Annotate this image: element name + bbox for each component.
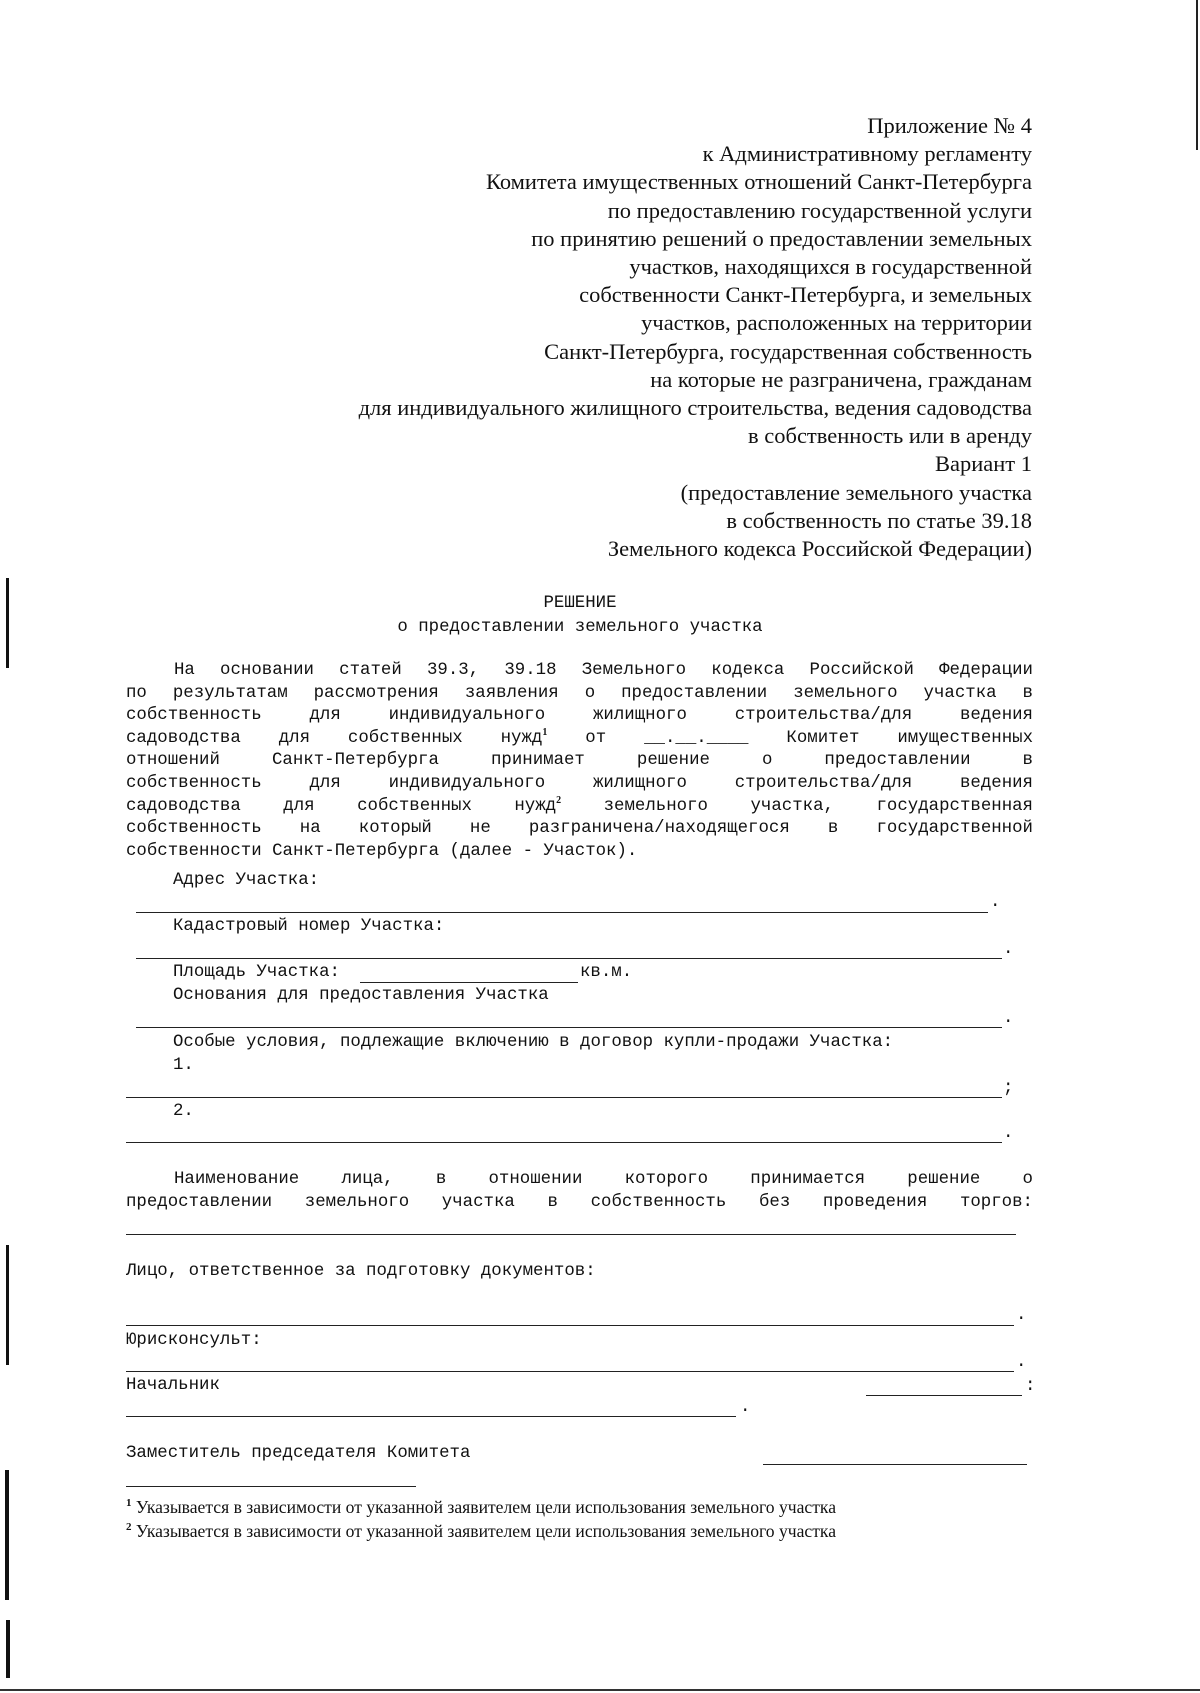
legal-adviser-line[interactable] xyxy=(126,1371,1014,1372)
responsible-line[interactable] xyxy=(126,1325,1014,1326)
grounds-line[interactable] xyxy=(136,1027,1002,1028)
paragraph-line: собственность для индивидуального жилищного строительства/для ведения xyxy=(126,706,1033,726)
paragraph-line: На основании статей 39.3, 39.18 Земельного кодекса Российской Федерации xyxy=(174,661,1033,680)
footnote xyxy=(126,1521,836,1542)
address-label: Адрес Участка: xyxy=(173,871,320,890)
condition-number: 2. xyxy=(173,1102,194,1121)
deputy-signature-line[interactable] xyxy=(763,1464,1027,1465)
person-label-line: Наименование лица, в отношении которого принимается решение о xyxy=(174,1170,1033,1189)
appendix-header xyxy=(359,112,1032,563)
responsible-label: Лицо, ответственное за подготовку документов: xyxy=(126,1262,596,1281)
paragraph-line: отношений Санкт-Петербурга принимает решение о предоставлении в xyxy=(126,751,1033,771)
appendix-line: в собственность по статье 39.18 xyxy=(726,507,1032,533)
person-label xyxy=(126,1170,1033,1189)
line-end-period: . xyxy=(1003,1009,1014,1028)
line-end-period: . xyxy=(1016,1306,1027,1325)
line-end-period: . xyxy=(1003,1124,1014,1143)
appendix-line: по принятию решений о предоставлении земельных xyxy=(531,225,1032,251)
appendix-line: собственности Санкт-Петербурга, и земельных xyxy=(579,282,1032,308)
date-blank: __.__.____ xyxy=(644,728,749,748)
footnote-ref: 2 xyxy=(556,794,562,806)
condition-1-line[interactable] xyxy=(126,1097,1002,1098)
footnote-number: 1 xyxy=(126,1497,132,1510)
appendix-line: участков, находящихся в государственной xyxy=(629,254,1032,280)
paragraph-line xyxy=(126,796,1033,819)
paragraph-text: Комитет имущественных xyxy=(786,728,1034,748)
paragraph-text: от xyxy=(585,728,607,748)
chief-signature-line[interactable] xyxy=(866,1395,1022,1396)
scan-bottom-edge xyxy=(0,1689,1200,1691)
condition-2-line[interactable] xyxy=(126,1142,1002,1143)
appendix-line: Вариант 1 xyxy=(934,451,1032,477)
grounds-label: Основания для предоставления Участка xyxy=(173,986,549,1005)
line-end-period: . xyxy=(990,893,1001,912)
line-end-period: . xyxy=(740,1398,751,1417)
paragraph-text: земельного участка, государственная xyxy=(603,796,1033,816)
person-label xyxy=(126,1193,1033,1212)
line-end-semicolon: ; xyxy=(1003,1079,1014,1098)
chief-label: Начальник xyxy=(126,1376,220,1395)
condition-number: 1. xyxy=(173,1056,194,1075)
appendix-line: по предоставлению государственной услуги xyxy=(607,197,1032,223)
paragraph-line xyxy=(126,728,1033,751)
line-end-period: . xyxy=(1016,1353,1027,1372)
appendix-line: к Административному регламенту xyxy=(702,141,1032,167)
conditions-label: Особые условия, подлежащие включению в договор купли-продажи Участка: xyxy=(173,1033,894,1052)
document-subtitle: о предоставлении земельного участка xyxy=(397,618,763,637)
scan-margin-mark xyxy=(6,1620,10,1678)
address-line[interactable] xyxy=(136,912,988,913)
footnote-text: Указывается в зависимости от указанной заявителем цели использования земельного участка xyxy=(135,1497,837,1517)
paragraph-line: собственность для индивидуального жилищного строительства/для ведения xyxy=(126,773,1033,793)
appendix-line: для индивидуального жилищного строительства, ведения садоводства xyxy=(358,395,1032,421)
line-end-colon: : xyxy=(1025,1377,1036,1396)
appendix-line: (предоставление земельного участка xyxy=(680,479,1032,505)
cadastral-label: Кадастровый номер Участка: xyxy=(173,917,445,936)
area-unit: кв.м. xyxy=(580,963,633,982)
person-label-line: предоставлении земельного участка в собственность без проведения торгов: xyxy=(126,1193,1033,1212)
area-input-line[interactable] xyxy=(360,982,578,983)
decision-paragraph xyxy=(126,660,1033,863)
paragraph-line: собственность на который не разграничена/находящегося в государственной xyxy=(126,819,1033,839)
scan-margin-mark xyxy=(5,1470,9,1600)
paragraph-text: садоводства для собственных нужд xyxy=(126,728,543,748)
appendix-line: на которые не разграничена, гражданам xyxy=(650,366,1032,392)
person-line[interactable] xyxy=(126,1234,1016,1235)
appendix-line: Земельного кодекса Российской Федерации) xyxy=(607,536,1032,562)
area-label: Площадь Участка: xyxy=(173,963,340,982)
footnote xyxy=(126,1497,836,1518)
footnote-separator xyxy=(126,1486,416,1487)
chief-name-line[interactable] xyxy=(126,1416,736,1417)
line-end-period: . xyxy=(1003,940,1014,959)
scan-edge-line xyxy=(1196,0,1198,150)
appendix-line: в собственность или в аренду xyxy=(748,423,1032,449)
paragraph-text: садоводства для собственных нужд xyxy=(126,796,557,816)
legal-adviser-label: Юрисконсульт: xyxy=(126,1331,262,1350)
appendix-line: Комитета имущественных отношений Санкт-Петербурга xyxy=(485,169,1032,195)
appendix-line: Санкт-Петербурга, государственная собственность xyxy=(544,338,1032,364)
appendix-line: участков, расположенных на территории xyxy=(641,310,1032,336)
cadastral-line[interactable] xyxy=(136,958,1002,959)
paragraph-line: по результатам рассмотрения заявления о предоставлении земельного участка в xyxy=(126,683,1033,703)
footnote-number: 2 xyxy=(126,1521,132,1534)
footnote-ref: 1 xyxy=(542,726,548,738)
deputy-chairman-label: Заместитель председателя Комитета xyxy=(126,1444,471,1463)
footnote-text: Указывается в зависимости от указанной заявителем цели использования земельного участка xyxy=(135,1521,837,1541)
document-title: РЕШЕНИЕ xyxy=(543,594,617,613)
paragraph-line: собственности Санкт-Петербурга (далее - Участок). xyxy=(126,841,638,861)
scan-margin-mark xyxy=(6,1245,9,1365)
appendix-line: Приложение № 4 xyxy=(867,113,1032,138)
